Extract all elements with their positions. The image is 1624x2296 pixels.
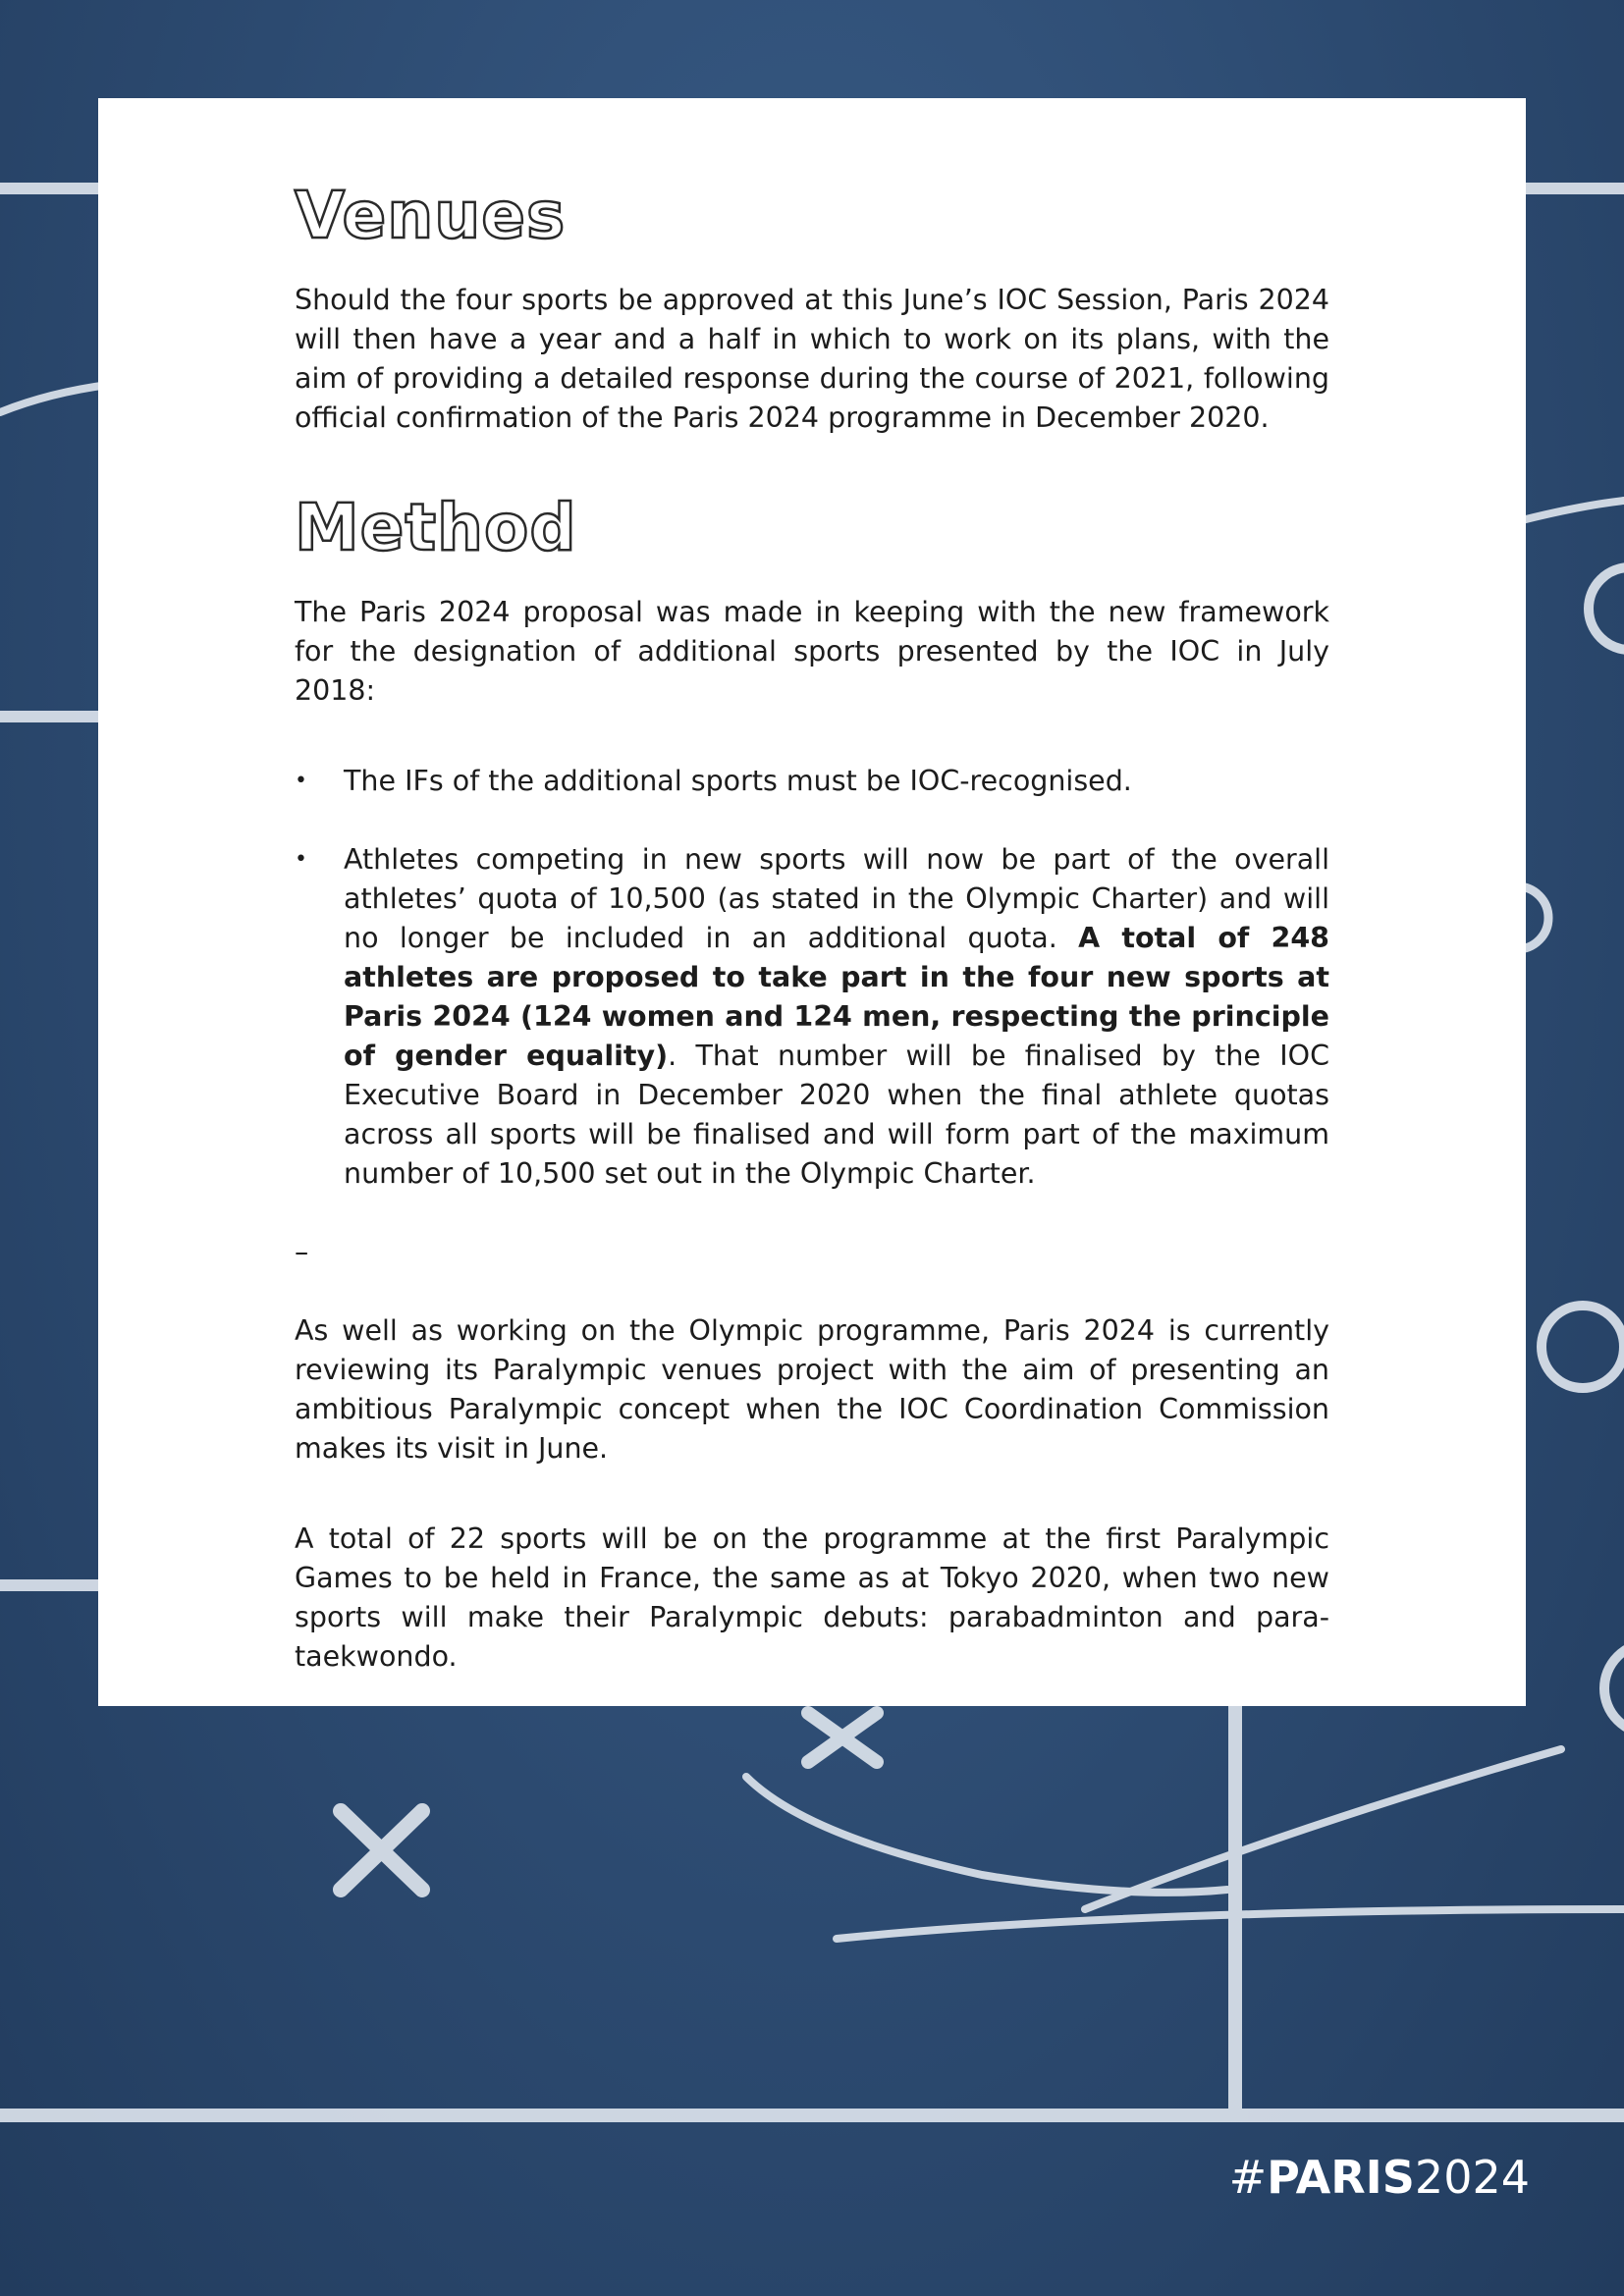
section-separator: – bbox=[295, 1236, 309, 1268]
venues-paragraph: Should the four sports be approved at this June’s IOC Session, Paris 2024 will then have a year and a half in which to work on its plans, with the aim of providing a detailed response during the course of 2021, following official confirmation of the Paris 2024 programme in December 2020. bbox=[295, 284, 1329, 434]
method-heading: Method bbox=[295, 490, 577, 565]
bullet-text-continued: . That number will be finalised by the IOC Executive Board in December 2020 when the final athlete quotas across all sports will be finalised and will form part of the maximum number of 10,500 set out in the Olympic Charter. bbox=[344, 1040, 1329, 1190]
circle-right-3 bbox=[1542, 1306, 1624, 1388]
bullet-text: The IFs of the additional sports must be IOC-recognised. bbox=[344, 765, 1132, 797]
method-bullet-list bbox=[295, 762, 1329, 1194]
content-column bbox=[295, 177, 1329, 1677]
arc-right-top bbox=[1522, 501, 1624, 520]
hashtag-prefix: # bbox=[1228, 2151, 1268, 2204]
paralympic-paragraph-1: As well as working on the Olympic programme, Paris 2024 is currently reviewing its Paralympic venues project with the aim of presenting an ambitious Paralympic concept when the IOC Coordination Commission makes its visit in June. bbox=[295, 1314, 1329, 1465]
circle-right-4 bbox=[1604, 1643, 1624, 1734]
venues-heading: Venues bbox=[295, 178, 567, 253]
paralympic-paragraph-2: A total of 22 sports will be on the programme at the first Paralympic Games to be held in France, the same as at Tokyo 2020, when two new sports will make their Paralympic debuts: parabadminton and para-taekwondo. bbox=[295, 1522, 1329, 1673]
bullet-dot: • bbox=[295, 769, 307, 793]
sweep-curve-2 bbox=[1085, 1749, 1561, 1909]
bullet-bold-text: A total of 248 athletes are proposed to take part in the four new sports at Paris 2024 (124 women and 124 men, respecting the principle of gender equality) bbox=[344, 922, 1330, 1072]
list-item bbox=[295, 840, 1329, 1194]
circle-right-1 bbox=[1589, 567, 1624, 650]
content-card bbox=[98, 98, 1526, 1706]
arc-left-top bbox=[0, 385, 108, 412]
hashtag-bold: PARIS bbox=[1267, 2151, 1415, 2204]
method-intro-paragraph: The Paris 2024 proposal was made in keeping with the new framework for the designation of additional sports presented by the IOC in July 2018: bbox=[295, 596, 1329, 707]
list-item bbox=[295, 762, 1329, 801]
bullet-text: Athletes competing in new sports will now be part of the overall athletes’ quota of 10,500 (as stated in the Olympic Charter) and will no longer be included in an additional quota. bbox=[344, 843, 1329, 954]
sweep-curve-1 bbox=[746, 1777, 1227, 1893]
x-mark-center bbox=[808, 1713, 877, 1762]
bullet-dot: • bbox=[295, 847, 307, 872]
paris2024-hashtag bbox=[1229, 2150, 1530, 2205]
hashtag-year: 2024 bbox=[1414, 2151, 1530, 2204]
x-mark-left bbox=[341, 1811, 422, 1890]
